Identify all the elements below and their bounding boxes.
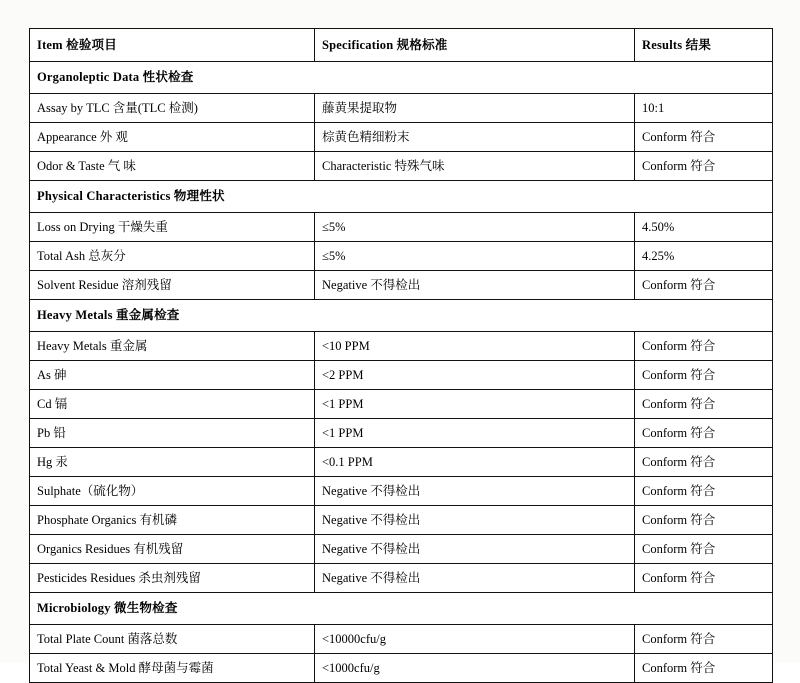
row-item: Odor & Taste 气 味 <box>30 152 315 181</box>
column-header-results: Results 结果 <box>635 29 773 62</box>
table-header-row <box>30 29 773 62</box>
table-row <box>30 94 773 123</box>
section-title: Microbiology 微生物检查 <box>30 593 773 625</box>
row-item: Organics Residues 有机残留 <box>30 535 315 564</box>
table-row <box>30 123 773 152</box>
row-result: Conform 符合 <box>635 390 773 419</box>
row-result: Conform 符合 <box>635 448 773 477</box>
table-row <box>30 477 773 506</box>
table-section-row <box>30 593 773 625</box>
section-title: Physical Characteristics 物理性状 <box>30 181 773 213</box>
table-row <box>30 654 773 683</box>
row-specification: Characteristic 特殊气味 <box>315 152 635 181</box>
row-item: Sulphate（硫化物） <box>30 477 315 506</box>
row-result: Conform 符合 <box>635 123 773 152</box>
row-specification: ≤5% <box>315 213 635 242</box>
row-result: 4.50% <box>635 213 773 242</box>
row-result: Conform 符合 <box>635 361 773 390</box>
table-row <box>30 242 773 271</box>
row-item: Hg 汞 <box>30 448 315 477</box>
section-title: Organoleptic Data 性状检查 <box>30 62 773 94</box>
row-item: Phosphate Organics 有机磷 <box>30 506 315 535</box>
table-row <box>30 332 773 361</box>
row-specification: <1 PPM <box>315 419 635 448</box>
row-result: Conform 符合 <box>635 535 773 564</box>
row-result: Conform 符合 <box>635 271 773 300</box>
row-specification: Negative 不得检出 <box>315 477 635 506</box>
row-result: 10:1 <box>635 94 773 123</box>
table-row <box>30 448 773 477</box>
table-row <box>30 390 773 419</box>
row-specification: <1000cfu/g <box>315 654 635 683</box>
row-item: Cd 镉 <box>30 390 315 419</box>
row-result: Conform 符合 <box>635 654 773 683</box>
table-row <box>30 152 773 181</box>
row-specification: Negative 不得检出 <box>315 564 635 593</box>
row-specification: Negative 不得检出 <box>315 535 635 564</box>
row-item: Solvent Residue 溶剂残留 <box>30 271 315 300</box>
row-item: Assay by TLC 含量(TLC 检测) <box>30 94 315 123</box>
table-row <box>30 213 773 242</box>
table-row <box>30 361 773 390</box>
specification-table <box>29 28 773 683</box>
row-result: Conform 符合 <box>635 506 773 535</box>
row-specification: Negative 不得检出 <box>315 271 635 300</box>
table-row <box>30 535 773 564</box>
row-specification: <1 PPM <box>315 390 635 419</box>
row-result: 4.25% <box>635 242 773 271</box>
row-specification: <10 PPM <box>315 332 635 361</box>
row-specification: <2 PPM <box>315 361 635 390</box>
row-result: Conform 符合 <box>635 625 773 654</box>
row-item: Total Plate Count 菌落总数 <box>30 625 315 654</box>
column-header-specification: Specification 规格标准 <box>315 29 635 62</box>
row-specification: 棕黄色精细粉末 <box>315 123 635 152</box>
table-row <box>30 506 773 535</box>
section-title: Heavy Metals 重金属检查 <box>30 300 773 332</box>
row-specification: ≤5% <box>315 242 635 271</box>
row-specification: <10000cfu/g <box>315 625 635 654</box>
table-section-row <box>30 62 773 94</box>
table-body <box>30 29 773 683</box>
row-specification: Negative 不得检出 <box>315 506 635 535</box>
row-item: Total Yeast & Mold 酵母菌与霉菌 <box>30 654 315 683</box>
row-specification: 藤黄果提取物 <box>315 94 635 123</box>
row-result: Conform 符合 <box>635 477 773 506</box>
row-item: Pesticides Residues 杀虫剂残留 <box>30 564 315 593</box>
table-section-row <box>30 300 773 332</box>
row-item: Loss on Drying 干燥失重 <box>30 213 315 242</box>
row-result: Conform 符合 <box>635 564 773 593</box>
row-item: Total Ash 总灰分 <box>30 242 315 271</box>
table-section-row <box>30 181 773 213</box>
row-result: Conform 符合 <box>635 152 773 181</box>
column-header-item: Item 检验项目 <box>30 29 315 62</box>
row-item: Heavy Metals 重金属 <box>30 332 315 361</box>
row-item: Appearance 外 观 <box>30 123 315 152</box>
row-item: As 砷 <box>30 361 315 390</box>
table-row <box>30 419 773 448</box>
row-result: Conform 符合 <box>635 419 773 448</box>
table-row <box>30 271 773 300</box>
table-row <box>30 625 773 654</box>
row-specification: <0.1 PPM <box>315 448 635 477</box>
table-row <box>30 564 773 593</box>
row-item: Pb 铅 <box>30 419 315 448</box>
row-result: Conform 符合 <box>635 332 773 361</box>
